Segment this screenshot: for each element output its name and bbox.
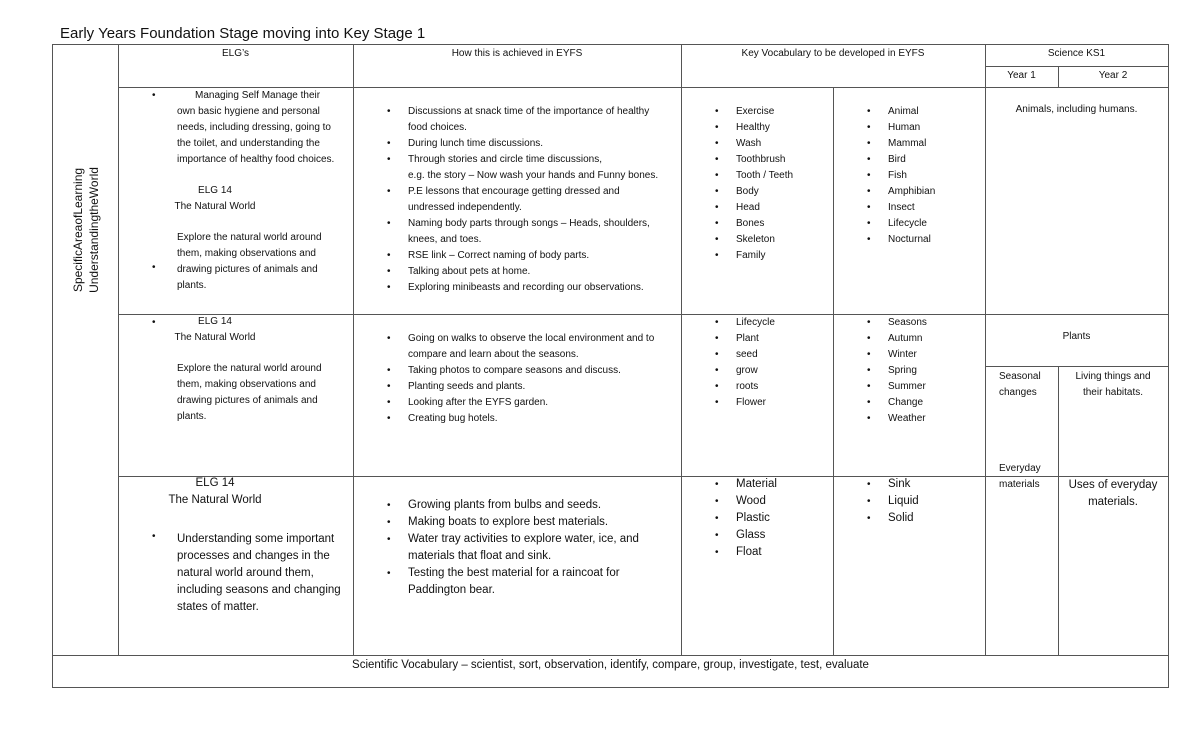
list-item: • Nocturnal (862, 232, 982, 248)
header-elg: ELG’s (221, 48, 250, 59)
science-topic: Animals, including humans. (1015, 104, 1138, 115)
list-item: • Material (710, 476, 830, 493)
list-item: • Tooth / Teeth (710, 168, 830, 184)
header-year1: Year 1 (1007, 70, 1036, 81)
list-item: • Solid (862, 510, 982, 527)
elg-title: ELG 14 The Natural World (168, 477, 262, 506)
list-item: • Creating bug hotels. (382, 411, 678, 427)
list-item: • Autumn (862, 331, 982, 347)
elg-body: Explore the natural world around them, making observations and drawing pictures of animals and plants. (177, 232, 322, 291)
vocab-list (862, 476, 982, 527)
header-how: How this is achieved in EYFS (451, 48, 583, 59)
list-item: • Spring (862, 363, 982, 379)
list-item: • Testing the best material for a raincoat for Paddington bear. (382, 565, 678, 599)
list-item: • Float (710, 544, 830, 561)
list-item: • Lifecycle (862, 216, 982, 232)
list-item: • Exploring minibeasts and recording our observations. (382, 280, 678, 296)
year2-topic: Living things and their habitats. (1075, 371, 1151, 398)
list-item: • Through stories and circle time discussions, e.g. the story – Now wash your hands and Funny bones. (382, 152, 678, 184)
elg-intro: Managing Self Manage their own basic hygiene and personal needs, including dressing, going to the toilet, and understanding the importance of healthy food choices. (177, 90, 335, 165)
list-item: • Seasons (862, 315, 982, 331)
vocab-list (710, 315, 830, 411)
list-item: • roots (710, 379, 830, 395)
bullet: • (152, 262, 156, 273)
list-item: • Mammal (862, 136, 982, 152)
list-item: • Head (710, 200, 830, 216)
bullet: • (152, 90, 156, 101)
bullet: • (152, 531, 156, 542)
year2-topic: Uses of everyday materials. (1068, 479, 1158, 508)
page-title: Early Years Foundation Stage moving into Key Stage 1 (60, 25, 426, 42)
list-item: • Change (862, 395, 982, 411)
list-item: • Sink (862, 476, 982, 493)
list-item: • Summer (862, 379, 982, 395)
vocab-list (710, 104, 830, 264)
science-topic: Plants (1062, 331, 1091, 342)
elg-body: Explore the natural world around them, making observations and drawing pictures of animals and plants. (177, 363, 322, 422)
list-item: • During lunch time discussions. (382, 136, 678, 152)
list-item: • grow (710, 363, 830, 379)
list-item: • Insect (862, 200, 982, 216)
list-item: • Wood (710, 493, 830, 510)
elg-body: Understanding some important processes and changes in the natural world around them, including seasons and changing states of matter. (177, 533, 341, 613)
list-item: • P.E lessons that encourage getting dressed and undressed independently. (382, 184, 678, 216)
list-item: • Fish (862, 168, 982, 184)
side-label-line: UnderstandingtheWorld (87, 167, 101, 293)
list-item: • Discussions at snack time of the importance of healthy food choices. (382, 104, 678, 136)
list-item: • Animal (862, 104, 982, 120)
list-item: • Toothbrush (710, 152, 830, 168)
list-item: • Lifecycle (710, 315, 830, 331)
list-item: • Liquid (862, 493, 982, 510)
how-list (382, 331, 678, 427)
header-year2: Year 2 (1098, 70, 1128, 81)
list-item: • Going on walks to observe the local environment and to compare and learn about the seasons. (382, 331, 678, 363)
list-item: • Skeleton (710, 232, 830, 248)
list-item: • Amphibian (862, 184, 982, 200)
list-item: • Glass (710, 527, 830, 544)
bullet: • (152, 317, 156, 328)
vocab-list (862, 315, 982, 427)
year1-topic: Seasonal changes (999, 371, 1041, 398)
list-item: • Plant (710, 331, 830, 347)
list-item: • RSE link – Correct naming of body parts. (382, 248, 678, 264)
elg-title: ELG 14 The Natural World (174, 316, 256, 343)
list-item: • Winter (862, 347, 982, 363)
list-item: • Wash (710, 136, 830, 152)
footer-vocabulary: Scientific Vocabulary – scientist, sort, observation, identify, compare, group, investigate, test, evaluate (352, 659, 869, 671)
list-item: • Looking after the EYFS garden. (382, 395, 678, 411)
list-item: • Water tray activities to explore water, ice, and materials that float and sink. (382, 531, 678, 565)
list-item: • Planting seeds and plants. (382, 379, 678, 395)
list-item: • Healthy (710, 120, 830, 136)
list-item: • Human (862, 120, 982, 136)
list-item: • Family (710, 248, 830, 264)
list-item: • Making boats to explore best materials. (382, 514, 678, 531)
list-item: • seed (710, 347, 830, 363)
year1-topic: Everyday materials (999, 463, 1041, 490)
list-item: • Plastic (710, 510, 830, 527)
header-science: Science KS1 (1047, 48, 1106, 59)
list-item: • Naming body parts through songs – Heads, shoulders, knees, and toes. (382, 216, 678, 248)
list-item: • Bird (862, 152, 982, 168)
header-vocab: Key Vocabulary to be developed in EYFS (741, 48, 925, 59)
list-item: • Growing plants from bulbs and seeds. (382, 497, 678, 514)
list-item: • Flower (710, 395, 830, 411)
list-item: • Exercise (710, 104, 830, 120)
list-item: • Bones (710, 216, 830, 232)
list-item: • Talking about pets at home. (382, 264, 678, 280)
vocab-list (710, 476, 830, 561)
list-item: • Taking photos to compare seasons and discuss. (382, 363, 678, 379)
how-list (382, 104, 678, 296)
list-item: • Body (710, 184, 830, 200)
side-label-line: SpecificAreaofLearning (71, 167, 85, 293)
list-item: • Weather (862, 411, 982, 427)
vocab-list (862, 104, 982, 248)
elg-title: ELG 14 The Natural World (174, 185, 256, 212)
how-list (382, 497, 678, 599)
